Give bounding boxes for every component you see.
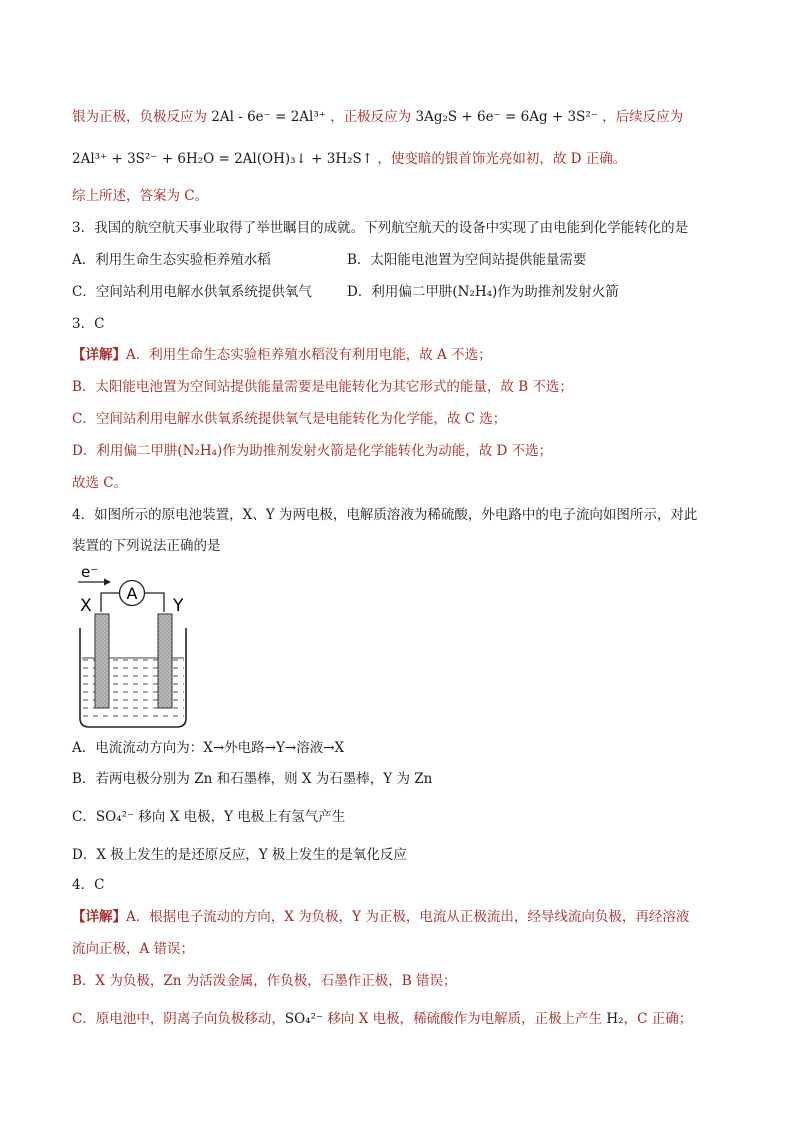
external-wire-left	[101, 593, 119, 612]
q3-explanation-b: B．太阳能电池置为空间站提供能量需要是电能转化为其它形式的能量，故 B 不选；	[72, 379, 573, 395]
prev-solution-line-1	[72, 108, 683, 126]
q4-answer: 4．C	[72, 877, 105, 893]
q4-option-a: A．电流流动方向为：X→外电路→Y→溶液→X	[72, 740, 345, 756]
q3-explanation-a	[72, 346, 492, 364]
electrode-y-label: Y	[173, 596, 184, 616]
followup-equation: 2Al³⁺ + 3S²⁻ + 6H₂O = 2Al(OH)₃↓ + 3H₂S↑	[72, 151, 374, 167]
text-segment: 银为正极，负极反应为	[72, 109, 207, 125]
q3-explanation-c: C．空间站利用电解水供氧系统提供氧气是电能转化为化学能，故 C 选；	[72, 411, 507, 427]
electron-arrow-head	[104, 579, 111, 586]
text-segment: ，后续反应为	[602, 109, 684, 125]
text-segment: ，正极反应为	[330, 109, 412, 125]
q4-option-c	[72, 808, 345, 826]
q4-explanation-a-line-2: 流向正极，A 错误；	[72, 941, 195, 957]
q3-conclusion: 故选 C。	[72, 475, 128, 491]
text-segment: 移向 X 电极，Y 电极上有氢气产生	[134, 809, 346, 825]
text-segment: C．原电池中，阴离子向负极移动，	[72, 1011, 285, 1027]
q4-option-d: D．X 极上发生的是还原反应，Y 极上发生的是氧化反应	[72, 847, 407, 863]
external-wire-right	[145, 593, 164, 612]
electron-label: e⁻	[81, 563, 99, 581]
q3-option-b: B．太阳能电池置为空间站提供能量需要	[347, 252, 587, 268]
q4-option-b: B．若两电极分别为 Zn 和石墨棒，则 X 为石墨棒，Y 为 Zn	[72, 771, 433, 787]
q4-explanation-a-line-1	[72, 908, 689, 926]
text-segment: 移向 X 电极，稀硫酸作为电解质，正极上产生	[323, 1011, 607, 1027]
electrode-x	[95, 614, 109, 708]
q4-stem-line-1: 4．如图所示的原电池装置，X、Y 为两电极，电解质溶液为稀硫酸，外电路中的电子流向如图所示，对此	[72, 507, 698, 523]
text-segment: A．根据电子流动的方向，X 为负极，Y 为正极，电流从正极流出，经导线流向负极，再经溶液	[126, 909, 690, 925]
q3-option-c: C．空间站利用电解水供氧系统提供氧气	[72, 284, 312, 300]
q4-explanation-c	[72, 1010, 692, 1028]
q3-explanation-d: D．利用偏二甲肼(N₂H₄)作为助推剂发射火箭是化学能转化为动能，故 D 不选；	[72, 443, 553, 459]
prev-solution-summary: 综上所述，答案为 C。	[72, 188, 209, 204]
text-segment: A．利用生命生态实验柜养殖水稻没有利用电能，故 A 不选；	[126, 347, 492, 363]
q4-stem-line-2: 装置的下列说法正确的是	[72, 538, 221, 554]
ammeter-label: A	[126, 584, 138, 603]
text-segment: ，使变暗的银首饰光亮如初，故 D 正确。	[377, 151, 627, 167]
cathode-equation: 3Ag₂S + 6e⁻ = 6Ag + 3S²⁻	[415, 109, 598, 125]
q3-option-a: A．利用生命生态实验柜养殖水稻	[72, 252, 271, 268]
electrode-y	[158, 614, 172, 708]
detail-tag: 【详解】	[72, 909, 126, 925]
detail-tag: 【详解】	[72, 347, 126, 363]
sulfate-ion: SO₄²⁻	[95, 809, 135, 825]
hydrogen-gas: H₂	[606, 1011, 624, 1027]
q3-stem: 3．我国的航空航天事业取得了举世瞩目的成就。下列航空航天的设备中实现了由电能到化学能转化的是	[72, 220, 689, 236]
anode-equation: 2Al - 6e⁻ = 2Al³⁺	[211, 109, 326, 125]
q4-explanation-b: B．X 为负极，Zn 为活泼金属，作负极，石墨作正极，B 错误；	[72, 973, 457, 989]
sulfate-ion: SO₄²⁻	[284, 1011, 324, 1027]
q3-option-d: D．利用偏二甲肼(N₂H₄)作为助推剂发射火箭	[347, 284, 619, 300]
text-segment: C．	[72, 809, 96, 825]
galvanic-cell-figure	[72, 560, 202, 732]
electrode-x-label: X	[80, 596, 92, 616]
prev-solution-line-2	[72, 150, 626, 168]
text-segment: ，C 正确；	[623, 1011, 693, 1027]
q3-answer: 3．C	[72, 316, 105, 332]
